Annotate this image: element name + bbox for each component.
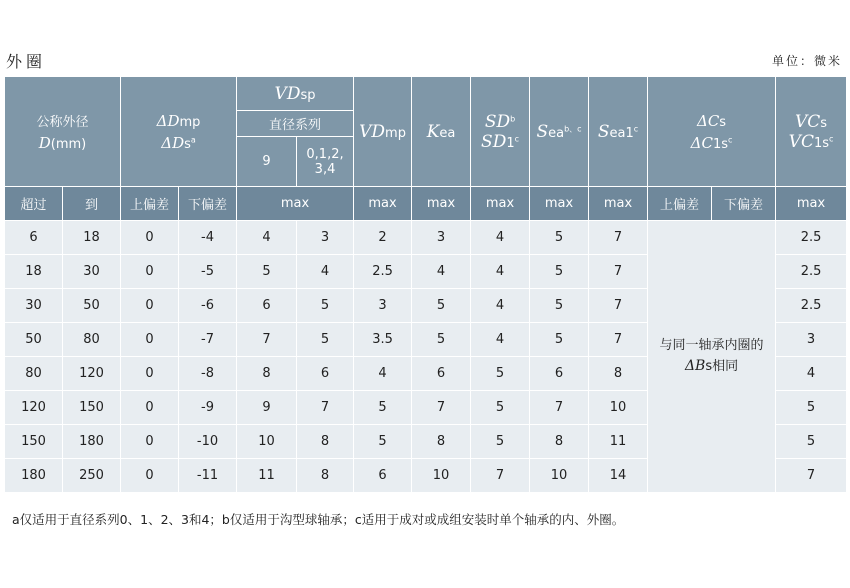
header-vcs <box>776 77 847 187</box>
cell-upper: 0 <box>121 391 179 425</box>
cell-sea1: 7 <box>589 221 648 255</box>
cell-vdsp-9: 10 <box>237 425 297 459</box>
cell-sea1: 10 <box>589 391 648 425</box>
header-dc1s-symbol: ΔC <box>690 133 713 152</box>
merge-text-line1: 与同一轴承内圈的 <box>659 338 764 353</box>
header-sea1-sup: c <box>633 124 639 134</box>
header-series-9: 9 <box>237 137 297 187</box>
header-upper-dev-cs: 上偏差 <box>648 187 712 221</box>
header-vdsp-sub: sp <box>300 87 316 103</box>
header-vc1s-sub: 1s <box>813 135 830 151</box>
cell-sd: 7 <box>471 459 530 493</box>
cell-same-as-inner-ring <box>648 221 776 493</box>
cell-kea: 8 <box>412 425 471 459</box>
header-kea <box>412 77 471 187</box>
cell-vdsp-0: 8 <box>297 459 354 493</box>
cell-vcs: 5 <box>776 391 847 425</box>
header-lower-dev-cs: 下偏差 <box>712 187 776 221</box>
header-sea-sup: b、c <box>564 124 582 134</box>
cell-kea: 5 <box>412 289 471 323</box>
cell-lower: -6 <box>179 289 237 323</box>
header-vc1s-symbol: VC <box>788 131 814 152</box>
cell-sd: 4 <box>471 323 530 357</box>
header-sea-sub: ea <box>548 125 565 141</box>
cell-lower: -9 <box>179 391 237 425</box>
header-d-symbol: D <box>38 134 51 152</box>
cell-sea: 8 <box>530 425 589 459</box>
header-sea <box>530 77 589 187</box>
cell-sea1: 7 <box>589 289 648 323</box>
cell-over: 18 <box>5 255 63 289</box>
cell-lower: -5 <box>179 255 237 289</box>
cell-vdsp-9: 9 <box>237 391 297 425</box>
header-ds-sub: s <box>184 136 191 152</box>
cell-upper: 0 <box>121 323 179 357</box>
cell-sd: 5 <box>471 391 530 425</box>
cell-vdsp-0: 7 <box>297 391 354 425</box>
header-max-vdmp: max <box>354 187 412 221</box>
merge-symbol: ΔB <box>684 358 706 374</box>
header-vdmp-sub: mp <box>385 125 406 141</box>
header-vc1s-sup: c <box>829 134 834 144</box>
cell-to: 120 <box>63 357 121 391</box>
cell-vdmp: 3.5 <box>354 323 412 357</box>
cell-vcs: 2.5 <box>776 255 847 289</box>
header-max-sea1: max <box>589 187 648 221</box>
header-vdmp-symbol: VD <box>359 121 386 142</box>
cell-lower: -8 <box>179 357 237 391</box>
cell-vdmp: 2 <box>354 221 412 255</box>
cell-vdmp: 6 <box>354 459 412 493</box>
cell-sea: 7 <box>530 391 589 425</box>
cell-sd: 5 <box>471 357 530 391</box>
cell-vdsp-0: 4 <box>297 255 354 289</box>
merge-text-line2: 相同 <box>712 359 739 374</box>
cell-sd: 4 <box>471 289 530 323</box>
header-sd-symbol: SD <box>484 111 511 132</box>
header-max-vcs: max <box>776 187 847 221</box>
header-d-label: 公称外径 <box>36 115 89 130</box>
cell-sea1: 14 <box>589 459 648 493</box>
header-diameter-series: 直径系列 <box>237 111 354 137</box>
cell-over: 180 <box>5 459 63 493</box>
cell-vdmp: 5 <box>354 391 412 425</box>
cell-sd: 4 <box>471 255 530 289</box>
header-sea-symbol: S <box>536 121 549 142</box>
cell-to: 50 <box>63 289 121 323</box>
header-dcs-symbol: ΔC <box>696 111 720 130</box>
table-row <box>5 221 847 255</box>
cell-sea1: 7 <box>589 323 648 357</box>
cell-over: 50 <box>5 323 63 357</box>
cell-to: 180 <box>63 425 121 459</box>
cell-vdsp-9: 4 <box>237 221 297 255</box>
header-sd1-sub: 1 <box>506 135 515 151</box>
header-over: 超过 <box>5 187 63 221</box>
cell-to: 80 <box>63 323 121 357</box>
header-dc1s-sup: c <box>728 135 733 145</box>
cell-upper: 0 <box>121 221 179 255</box>
cell-sea: 6 <box>530 357 589 391</box>
header-max-vdsp: max <box>237 187 354 221</box>
cell-vdmp: 5 <box>354 425 412 459</box>
cell-vdsp-9: 6 <box>237 289 297 323</box>
cell-vdsp-9: 11 <box>237 459 297 493</box>
cell-lower: -7 <box>179 323 237 357</box>
header-dc1s-sub: 1s <box>712 136 729 152</box>
cell-upper: 0 <box>121 425 179 459</box>
cell-to: 30 <box>63 255 121 289</box>
header-delta-dmp <box>121 77 237 187</box>
header-dcs-sub: s <box>719 114 727 130</box>
header-outer-diameter <box>5 77 121 187</box>
cell-over: 6 <box>5 221 63 255</box>
header-upper-dev: 上偏差 <box>121 187 179 221</box>
header-sea1-sub: ea1 <box>609 125 634 141</box>
cell-kea: 4 <box>412 255 471 289</box>
cell-upper: 0 <box>121 357 179 391</box>
cell-vdsp-9: 8 <box>237 357 297 391</box>
cell-sd: 5 <box>471 425 530 459</box>
cell-kea: 5 <box>412 323 471 357</box>
cell-sd: 4 <box>471 221 530 255</box>
cell-kea: 3 <box>412 221 471 255</box>
cell-lower: -11 <box>179 459 237 493</box>
header-kea-symbol: K <box>426 121 440 142</box>
cell-vcs: 7 <box>776 459 847 493</box>
header-series-0-line1: 0,1,2, <box>306 146 344 162</box>
cell-vdsp-0: 5 <box>297 323 354 357</box>
cell-sea: 5 <box>530 323 589 357</box>
cell-vdsp-0: 3 <box>297 221 354 255</box>
header-delta-cs <box>648 77 776 187</box>
merge-sub: s <box>705 359 713 374</box>
cell-vdmp: 2.5 <box>354 255 412 289</box>
cell-vdmp: 3 <box>354 289 412 323</box>
header-to: 到 <box>63 187 121 221</box>
header-dmp-symbol: ΔD <box>156 111 180 130</box>
cell-over: 150 <box>5 425 63 459</box>
cell-sea: 5 <box>530 221 589 255</box>
cell-over: 80 <box>5 357 63 391</box>
cell-to: 250 <box>63 459 121 493</box>
header-vcs-symbol: VC <box>795 111 821 132</box>
header-series-0-line2: 3,4 <box>314 161 336 177</box>
footnote: a仅适用于直径系列0、1、2、3和4；b仅适用于沟型球轴承；c适用于成对或成组安装时单个轴承的内、外圈。 <box>12 512 625 527</box>
header-sea1 <box>589 77 648 187</box>
header-sea1-symbol: S <box>597 121 610 142</box>
header-dmp-sub: mp <box>179 114 201 130</box>
cell-sea: 5 <box>530 289 589 323</box>
cell-lower: -4 <box>179 221 237 255</box>
header-kea-sub: ea <box>439 125 456 141</box>
cell-vdsp-9: 5 <box>237 255 297 289</box>
cell-upper: 0 <box>121 255 179 289</box>
header-ds-sup: a <box>190 135 196 145</box>
cell-vcs: 3 <box>776 323 847 357</box>
cell-vcs: 2.5 <box>776 289 847 323</box>
section-title: 外圈 <box>6 52 47 71</box>
cell-kea: 7 <box>412 391 471 425</box>
cell-sea: 10 <box>530 459 589 493</box>
header-vdsp <box>237 77 354 111</box>
header-sd1-sup: c <box>514 134 520 144</box>
header-sd1-symbol: SD <box>481 131 507 152</box>
cell-sea: 5 <box>530 255 589 289</box>
cell-to: 150 <box>63 391 121 425</box>
cell-upper: 0 <box>121 459 179 493</box>
cell-vdsp-0: 8 <box>297 425 354 459</box>
cell-vdsp-9: 7 <box>237 323 297 357</box>
cell-over: 120 <box>5 391 63 425</box>
header-vcs-sub: s <box>820 115 828 131</box>
header-series-0-4 <box>297 137 354 187</box>
cell-sea1: 8 <box>589 357 648 391</box>
cell-sea1: 7 <box>589 255 648 289</box>
header-sd-sup: b <box>510 114 516 124</box>
cell-lower: -10 <box>179 425 237 459</box>
cell-to: 18 <box>63 221 121 255</box>
cell-vdmp: 4 <box>354 357 412 391</box>
cell-sea1: 11 <box>589 425 648 459</box>
cell-vdsp-0: 6 <box>297 357 354 391</box>
header-d-unit: (mm) <box>50 137 87 152</box>
cell-upper: 0 <box>121 289 179 323</box>
cell-vdsp-0: 5 <box>297 289 354 323</box>
header-sd <box>471 77 530 187</box>
header-max-sd: max <box>471 187 530 221</box>
header-lower-dev: 下偏差 <box>179 187 237 221</box>
header-vdmp <box>354 77 412 187</box>
cell-vcs: 2.5 <box>776 221 847 255</box>
cell-vcs: 5 <box>776 425 847 459</box>
unit-label: 单位：微米 <box>771 54 842 68</box>
cell-vcs: 4 <box>776 357 847 391</box>
cell-kea: 10 <box>412 459 471 493</box>
header-max-kea: max <box>412 187 471 221</box>
header-ds-symbol: ΔD <box>161 133 185 152</box>
cell-over: 30 <box>5 289 63 323</box>
header-vdsp-symbol: VD <box>274 83 301 104</box>
tolerance-table <box>4 76 847 493</box>
header-max-sea: max <box>530 187 589 221</box>
cell-kea: 6 <box>412 357 471 391</box>
